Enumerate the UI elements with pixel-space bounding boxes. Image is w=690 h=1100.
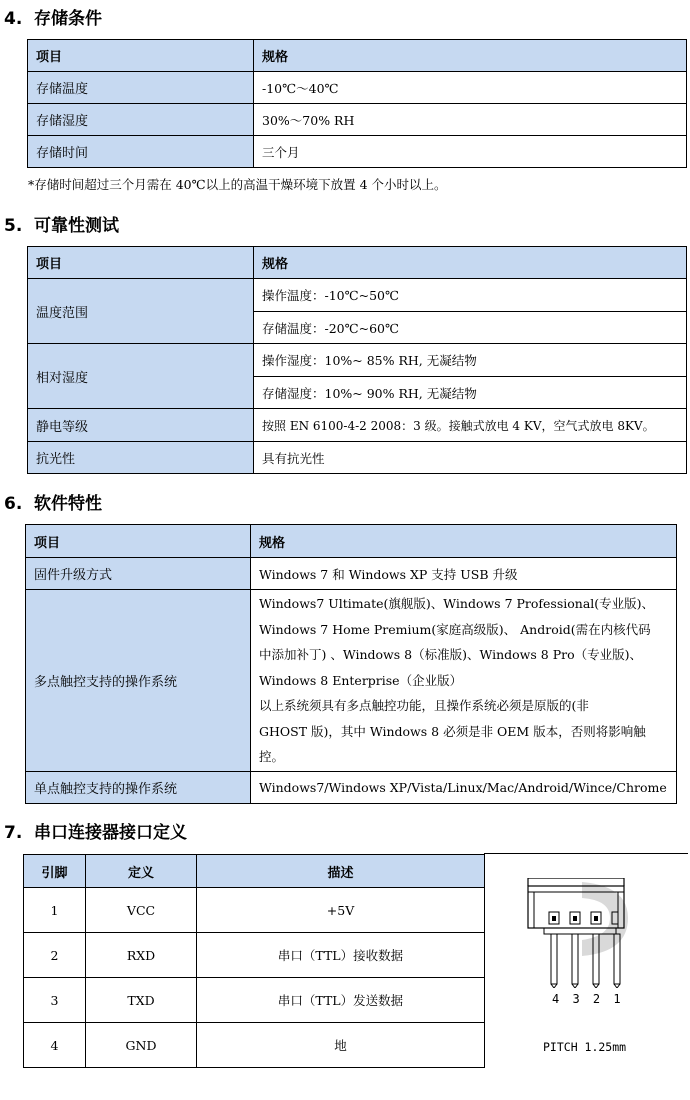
table-row <box>28 136 687 168</box>
storage-table <box>27 39 687 168</box>
row-label-multitouch: 多点触控支持的操作系统 <box>26 590 251 772</box>
text-line: Windows 7 Home Premium(家庭高级版)、 Android(需在内核代码 <box>259 621 651 637</box>
row-value: 操作温度：-10℃~50℃ <box>254 279 687 312</box>
table-row <box>26 558 677 590</box>
table-row <box>26 771 677 803</box>
row-value: 操作湿度：10%~ 85% RH, 无凝结物 <box>254 344 687 377</box>
row-label-singletouch: 单点触控支持的操作系统 <box>26 771 251 803</box>
section-6-heading <box>4 489 102 514</box>
section-number: 7. <box>4 823 23 843</box>
table-row <box>24 978 485 1023</box>
table-row <box>26 590 677 772</box>
row-label-firmware: 固件升级方式 <box>26 558 251 590</box>
section-number: 6. <box>4 494 23 514</box>
header-item: 项目 <box>26 525 251 558</box>
header-item: 项目 <box>28 40 254 72</box>
text-line: 控。 <box>259 749 285 764</box>
text-line: 中添加补丁) 、Windows 8（标准版)、Windows 8 Pro（专业版)、 <box>259 647 642 662</box>
row-label-esd: 静电等级 <box>28 409 254 442</box>
storage-note: *存储时间超过三个月需在 40℃以上的高温干燥环境下放置 4 个小时以上。 <box>28 177 447 192</box>
section-5-heading <box>4 211 119 236</box>
header-pin: 引脚 <box>24 855 86 888</box>
table-row <box>24 888 485 933</box>
connector-pin-labels: 4 3 2 1 <box>552 992 624 1006</box>
table-header-row <box>24 855 485 888</box>
row-value: 存储温度：-20℃~60℃ <box>254 312 687 344</box>
section-number: 5. <box>4 216 23 236</box>
text-line: 以上系统须具有多点触控功能，且操作系统必须是原版的(非 <box>259 698 589 713</box>
header-item: 项目 <box>28 247 254 279</box>
header-description: 描述 <box>197 855 485 888</box>
connector-pitch: PITCH 1.25mm <box>543 1040 627 1054</box>
text-line: Windows7 Ultimate(旗舰版)、Windows 7 Professional(专业版)、 <box>259 596 655 611</box>
row-label-humidity: 相对湿度 <box>28 344 254 409</box>
table-row <box>24 1023 485 1068</box>
table-row <box>28 72 687 104</box>
section-title: 串口连接器接口定义 <box>34 823 187 843</box>
row-value: Windows 7 和 Windows XP 支持 USB 升级 <box>251 558 677 590</box>
table-header-row <box>28 247 687 279</box>
header-spec: 规格 <box>254 247 687 279</box>
pin-number: 3 <box>24 978 86 1023</box>
text-line: GHOST 版)，其中 Windows 8 必须是非 OEM 版本，否则将影响触 <box>259 723 646 739</box>
section-number: 4. <box>4 9 23 29</box>
table-row <box>28 104 687 136</box>
pin-definition: VCC <box>86 888 197 933</box>
pin-description: 串口（TTL）发送数据 <box>197 978 485 1023</box>
row-value: 具有抗光性 <box>254 442 687 474</box>
text-line: Windows 8 Enterprise（企业版） <box>259 672 463 688</box>
row-value: 按照 EN 6100-4-2 2008：3 级。接触式放电 4 KV，空气式放电 8KV。 <box>254 409 687 442</box>
row-value: 30%～70% RH <box>254 104 687 136</box>
pin-description: 地 <box>197 1023 485 1068</box>
row-label: 存储时间 <box>28 136 254 168</box>
row-label: 存储湿度 <box>28 104 254 136</box>
software-table <box>25 524 677 804</box>
section-title: 软件特性 <box>34 494 102 514</box>
pin-description: 串口（TTL）接收数据 <box>197 933 485 978</box>
table-row <box>24 933 485 978</box>
pin-number: 2 <box>24 933 86 978</box>
row-value: 三个月 <box>254 136 687 168</box>
pin-number: 4 <box>24 1023 86 1068</box>
table-header-row <box>28 40 687 72</box>
section-title: 存储条件 <box>34 9 102 29</box>
header-definition: 定义 <box>86 855 197 888</box>
table-row <box>28 409 687 442</box>
table-header-row <box>26 525 677 558</box>
connector-diagram-icon <box>520 878 640 988</box>
row-label-light: 抗光性 <box>28 442 254 474</box>
pin-number: 1 <box>24 888 86 933</box>
table-row <box>28 442 687 474</box>
row-label-temperature: 温度范围 <box>28 279 254 344</box>
reliability-table <box>27 246 687 474</box>
row-label: 存储温度 <box>28 72 254 104</box>
pin-description: +5V <box>197 888 485 933</box>
row-value: 存储湿度：10%~ 90% RH, 无凝结物 <box>254 377 687 409</box>
row-value: Windows7/Windows XP/Vista/Linux/Mac/Android/Wince/Chrome <box>251 771 677 803</box>
section-title: 可靠性测试 <box>34 216 119 236</box>
header-spec: 规格 <box>251 525 677 558</box>
pin-definition: TXD <box>86 978 197 1023</box>
header-spec: 规格 <box>254 40 687 72</box>
table-row <box>28 344 687 377</box>
row-value: -10℃～40℃ <box>254 72 687 104</box>
table-row <box>28 279 687 312</box>
section-4-heading <box>4 4 102 29</box>
connector-table <box>23 854 485 1068</box>
pin-definition: GND <box>86 1023 197 1068</box>
pin-definition: RXD <box>86 933 197 978</box>
multitouch-os-list <box>251 590 677 772</box>
section-7-heading <box>4 818 187 843</box>
